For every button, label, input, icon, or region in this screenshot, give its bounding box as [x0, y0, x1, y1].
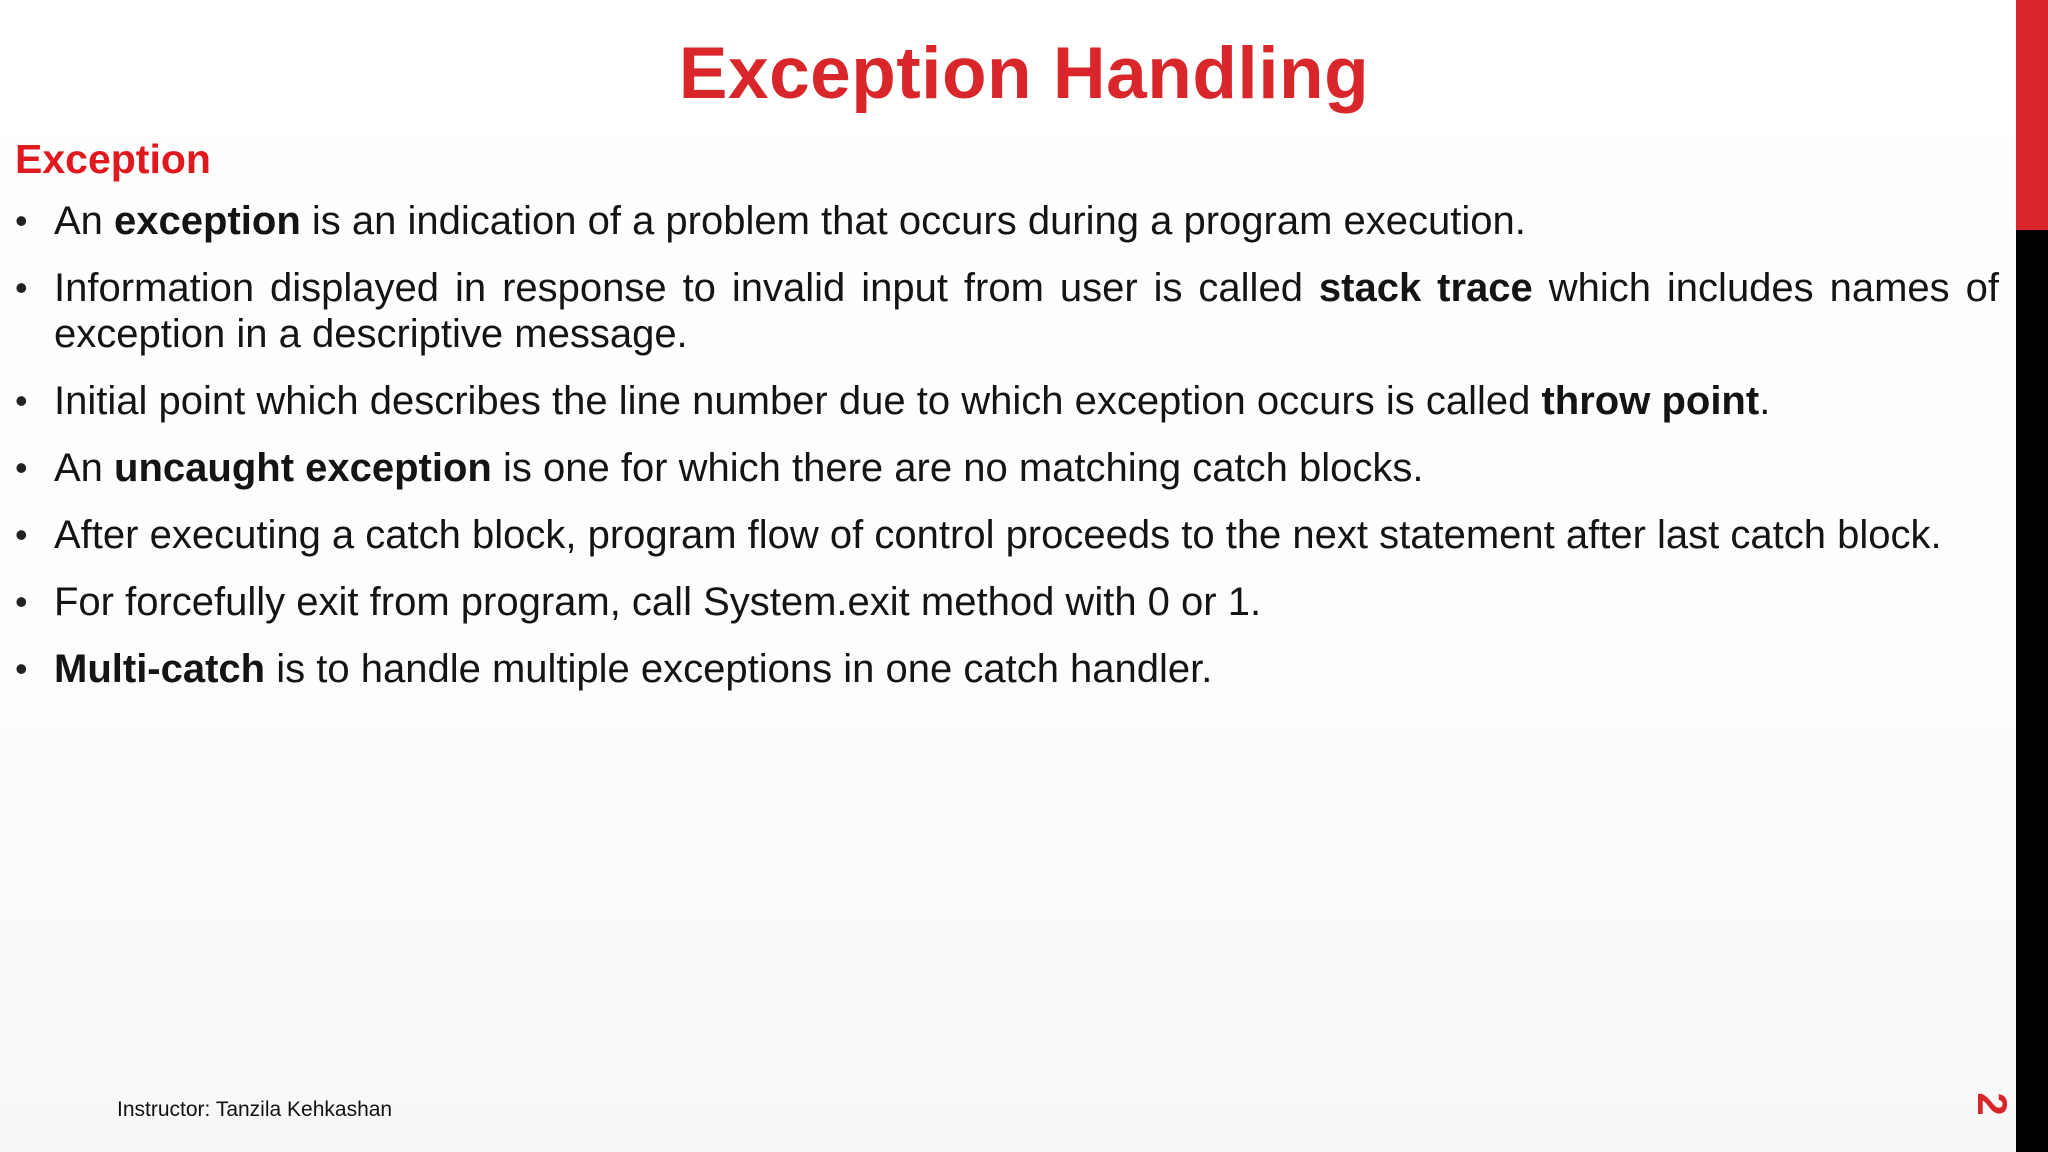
bullet-text: For forcefully exit from program, call System.exit method with 0 or 1.	[54, 580, 1262, 624]
bullet-marker: •	[15, 581, 28, 622]
bullet-item	[15, 265, 1999, 357]
bullet-item	[15, 579, 1999, 625]
bullet-marker: •	[15, 380, 28, 421]
bullet-marker: •	[15, 648, 28, 689]
accent-bar-red	[2016, 0, 2048, 230]
bullet-item	[15, 445, 1999, 491]
bullet-marker: •	[15, 200, 28, 241]
bullet-bold-text: stack trace	[1318, 266, 1533, 310]
bullet-text: is to handle multiple exceptions in one catch handler.	[265, 647, 1213, 691]
bullet-item	[15, 646, 1999, 692]
bullet-text: .	[1759, 379, 1771, 423]
bullet-bold-text: throw point	[1541, 379, 1760, 423]
slide-title: Exception Handling	[678, 33, 1370, 114]
bullet-item	[15, 512, 1999, 558]
bullet-text: After executing a catch block, program flow of control proceeds to the next statement after last catch block.	[54, 513, 1942, 557]
bullet-bold-text: Multi-catch	[54, 647, 266, 691]
bullet-text: is one for which there are no matching catch blocks.	[491, 446, 1424, 490]
bullet-text: An	[54, 446, 115, 490]
bullet-text: Information displayed in response to invalid input from user is called	[54, 266, 1319, 310]
bullet-marker: •	[15, 447, 28, 488]
bullet-bold-text: uncaught exception	[114, 446, 492, 490]
bullet-item	[15, 378, 1999, 424]
bullet-bold-text: exception	[114, 199, 301, 243]
bullet-item	[15, 198, 1999, 244]
bullet-text: is an indication of a problem that occurs during a program execution.	[300, 199, 1526, 243]
bullet-marker: •	[15, 514, 28, 555]
bullet-list	[15, 198, 1999, 713]
bullet-marker: •	[15, 267, 28, 308]
bullet-text: which includes names of exception in a descriptive message.	[54, 266, 1999, 356]
bullet-text: Initial point which describes the line number due to which exception occurs is called	[54, 379, 1542, 423]
bullet-text: An	[54, 199, 115, 243]
page-number: 2	[1969, 1092, 2016, 1116]
footer-instructor: Instructor: Tanzila Kehkashan	[117, 1098, 393, 1121]
section-heading: Exception	[15, 136, 211, 182]
accent-bar-black	[2016, 230, 2048, 1152]
